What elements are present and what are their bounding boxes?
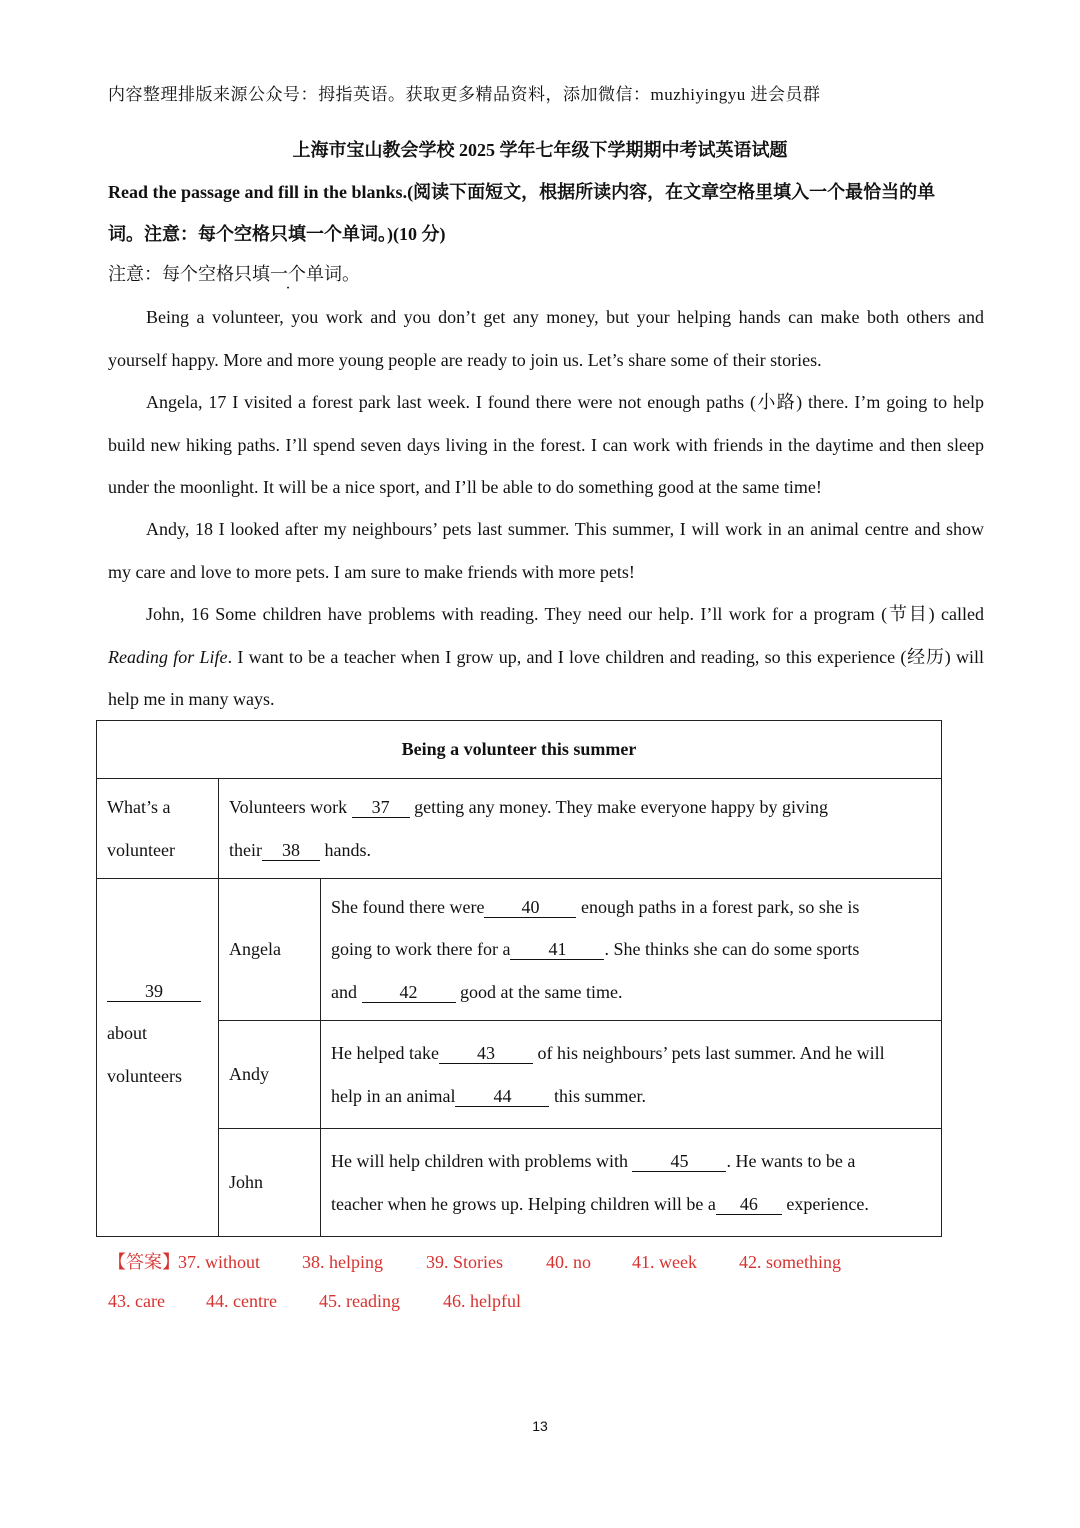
john-text-2: . He wants to be a bbox=[726, 1151, 856, 1171]
instructions-line-1 bbox=[108, 178, 984, 204]
row-label-about: about bbox=[107, 1023, 147, 1044]
passage-paragraph-2: Angela, 17 I visited a forest park last week. I found there were not enough paths (小路) there. I’m going to help build new hiking paths. I’ll spend seven days living in the forest. I can work with friends in the daytime and then sleep under the moonlight. It will be a nice sport, and I’ll be able to do something good at the same time! bbox=[108, 392, 984, 497]
john-summary bbox=[321, 1129, 942, 1237]
answer-42: 42. something bbox=[739, 1252, 841, 1272]
blank-43[interactable]: 43 bbox=[439, 1043, 533, 1064]
answers-line-1 bbox=[108, 1248, 841, 1274]
angela-text-5: and bbox=[331, 981, 362, 1002]
summary-table bbox=[96, 720, 942, 1237]
answer-45: 45. reading bbox=[319, 1291, 400, 1311]
page-number: 13 bbox=[532, 1418, 548, 1434]
blank-40[interactable]: 40 bbox=[484, 897, 576, 918]
r1-text-3: their bbox=[229, 839, 262, 860]
note-a: 注意：每个空格只填 bbox=[108, 264, 270, 284]
name-andy: Andy bbox=[219, 1021, 321, 1129]
andy-text-3: help in an animal bbox=[331, 1085, 456, 1106]
blank-37[interactable]: 37 bbox=[352, 797, 410, 818]
row-label-b: volunteer bbox=[107, 839, 175, 860]
r1-text-4: hands. bbox=[320, 839, 371, 860]
passage-paragraph-1: Being a volunteer, you work and you don’t get any money, but your helping hands can make both others and yourself happy. More and more young people are ready to join us. Let’s share some of their stories. bbox=[108, 307, 984, 370]
andy-text-4: this summer. bbox=[549, 1085, 646, 1106]
answer-38: 38. helping bbox=[302, 1252, 383, 1272]
answer-46: 46. helpful bbox=[443, 1291, 521, 1311]
answers-line-2 bbox=[108, 1291, 521, 1312]
row-label-volunteers: volunteers bbox=[107, 1065, 182, 1086]
instructions-line-2: 词。注意：每个空格只填一个单词。)(10 分) bbox=[108, 224, 446, 244]
andy-text-2: of his neighbours’ pets last summer. And he will bbox=[532, 1043, 885, 1063]
program-name: Reading for Life bbox=[108, 646, 228, 667]
blank-42[interactable]: 42 bbox=[362, 982, 456, 1003]
angela-text-4: . She thinks she can do some sports bbox=[604, 939, 860, 960]
header-note: 内容整理排版来源公众号：拇指英语。获取更多精品资料，添加微信：muzhiyingyu 进会员群 bbox=[108, 85, 821, 104]
answer-44: 44. centre bbox=[206, 1291, 277, 1311]
blank-44[interactable]: 44 bbox=[455, 1086, 549, 1107]
passage-paragraph-4 bbox=[108, 593, 984, 721]
john-text-3: teacher when he grows up. Helping children will be a bbox=[331, 1193, 716, 1214]
blank-45[interactable]: 45 bbox=[632, 1151, 726, 1172]
name-angela: Angela bbox=[219, 879, 321, 1021]
instructions-en: Read the passage and fill in the blanks. bbox=[108, 182, 408, 202]
instructions-zh-1: (阅读下面短文，根据所读内容，在文章空格里填入一个最恰当的单 bbox=[407, 182, 936, 202]
john-text-1: He will help children with problems with bbox=[331, 1151, 633, 1171]
name-john: John bbox=[219, 1129, 321, 1237]
row-label-stories bbox=[97, 879, 219, 1237]
r1-text: Volunteers work bbox=[229, 797, 352, 817]
answer-39: 39. Stories bbox=[426, 1252, 504, 1272]
r1-text-2: getting any money. They make everyone happy by giving bbox=[409, 797, 829, 817]
row-label-volunteer bbox=[97, 779, 219, 879]
blank-41[interactable]: 41 bbox=[510, 939, 604, 960]
answer-43: 43. care bbox=[108, 1291, 165, 1311]
blank-38[interactable]: 38 bbox=[262, 840, 320, 861]
angela-text-3: going to work there for a bbox=[331, 939, 511, 960]
answer-37: 37. without bbox=[178, 1252, 261, 1272]
blank-46[interactable]: 46 bbox=[716, 1194, 782, 1215]
answer-41: 41. week bbox=[632, 1252, 697, 1272]
note-c: 单词。 bbox=[306, 264, 360, 284]
andy-text-1: He helped take bbox=[331, 1043, 439, 1063]
answer-label: 【答案】 bbox=[108, 1252, 180, 1272]
note-line bbox=[108, 260, 984, 286]
page-title: 上海市宝山教会学校 2025 学年七年级下学期期中考试英语试题 bbox=[292, 140, 788, 160]
angela-text-6: good at the same time. bbox=[455, 981, 623, 1002]
answer-40: 40. no bbox=[546, 1252, 591, 1272]
p4-text-b: . I want to be a teacher when I grow up, and I love children and reading, so this experience (经历) will help me in many ways. bbox=[108, 646, 984, 709]
note-emphasis: 一个 bbox=[270, 264, 306, 284]
passage-paragraph-3: Andy, 18 I looked after my neighbours’ pets last summer. This summer, I will work in an animal centre and show my care and love to more pets. I am sure to make friends with more pets! bbox=[108, 519, 984, 582]
table-header: Being a volunteer this summer bbox=[97, 721, 942, 779]
andy-summary bbox=[321, 1021, 942, 1129]
angela-summary bbox=[321, 879, 942, 1021]
angela-text-2: enough paths in a forest park, so she is bbox=[576, 896, 860, 917]
row-definition bbox=[219, 779, 942, 879]
john-text-4: experience. bbox=[781, 1193, 869, 1214]
angela-text-1: She found there were bbox=[331, 896, 485, 917]
row-label-a: What’s a bbox=[107, 797, 171, 817]
blank-39[interactable]: 39 bbox=[107, 981, 201, 1002]
p4-text-a: John, 16 Some children have problems with reading. They need our help. I’ll work for a program (节目) called bbox=[146, 604, 984, 624]
